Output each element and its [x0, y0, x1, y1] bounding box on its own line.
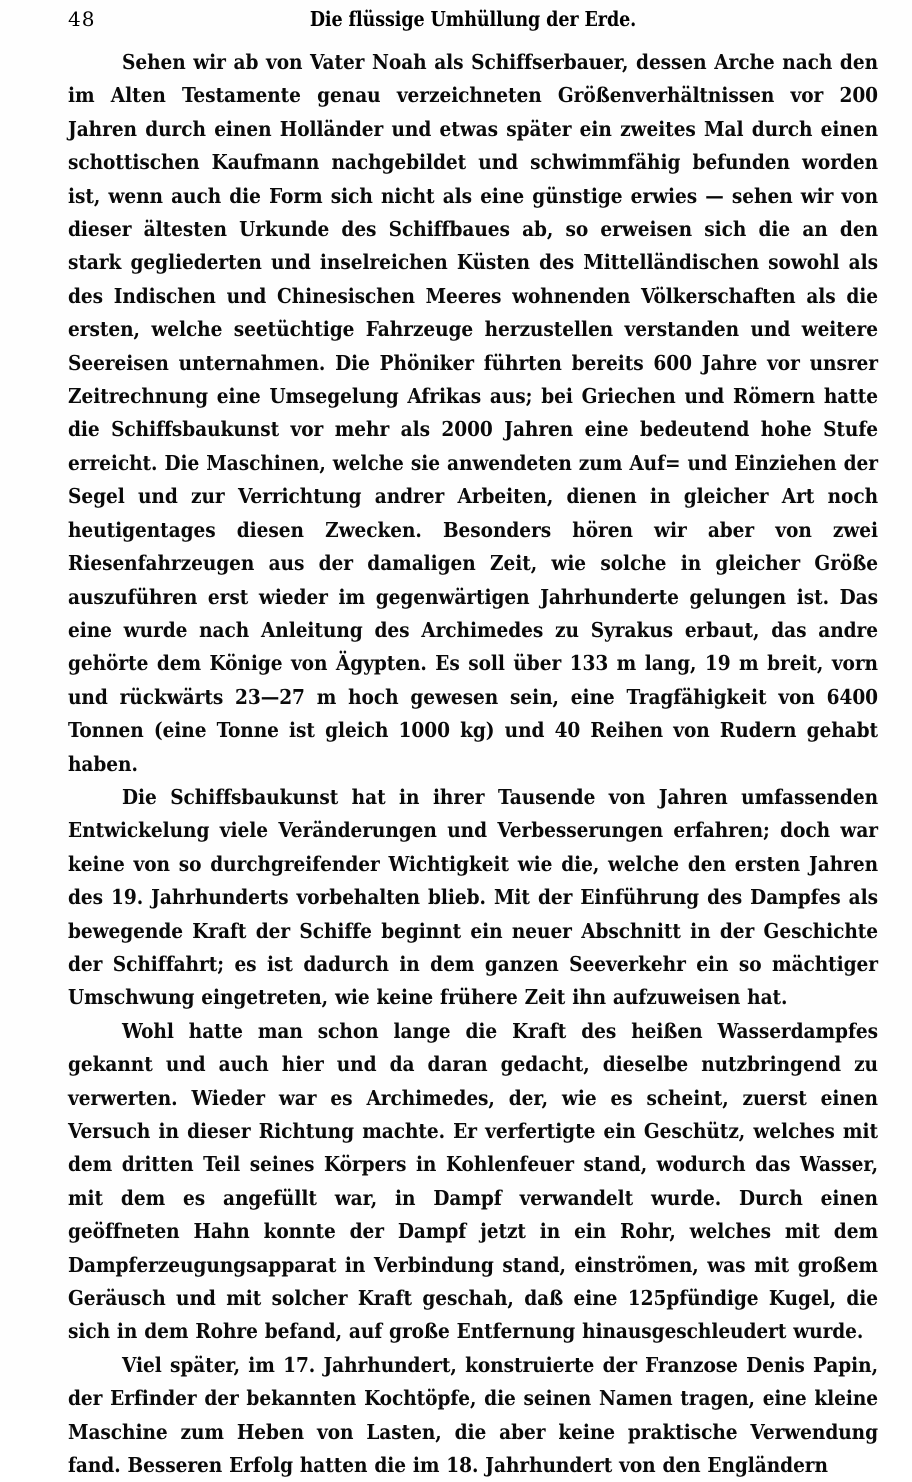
paragraph: Die Schiffsbaukunst hat in ihrer Tausende von Jahren umfassenden Entwickelung viele Veränderungen und Verbesserungen erfahren; doch war keine von so durchgreifender Wichtigkeit wie die, welche den ersten Jahren des 19. Jahrhunderts vorbehalten blieb. Mit der Einführung des Dampfes als bewegende Kraft der Schiffe beginnt ein neuer Abschnitt in der Geschichte der Schiffahrt; es ist dadurch in dem ganzen Seeverkehr ein so mächtiger Umschwung eingetreten, wie keine frühere Zeit ihn aufzuweisen hat. — [68, 784, 878, 1010]
page-number: 48 — [68, 7, 96, 31]
paragraph: Sehen wir ab von Vater Noah als Schiffserbauer, dessen Arche nach den im Alten Testamente genau verzeichneten Größenverhältnissen vor 200 Jahren durch einen Holländer und etwas später ein zweites Mal durch einen schottischen Kaufmann nachgebildet und schwimmfähig befunden worden ist, wenn auch die Form sich nicht als eine günstige erwies — sehen wir von dieser ältesten Urkunde des Schiffbaues ab, so erweisen sich die an den stark gegliederten und inselreichen Küsten des Mittelländischen sowohl als des Indischen und Chinesischen Meeres wohnenden Völkerschaften als die ersten, welche seetüchtige Fahrzeuge herzustellen verstanden und weitere Seereisen unternahmen. Die Phöniker führten bereits 600 Jahre vor unsrer Zeitrechnung eine Umsegelung Afrikas aus; bei Griechen und Römern hatte die Schiffsbaukunst vor mehr als 2000 Jahren eine bedeutend hohe Stufe erreicht. Die Maschinen, welche sie anwendeten zum Auf= und Einziehen der Segel und zur Verrichtung andrer Arbeiten, dienen in gleicher Art noch heutigentages diesen Zwecken. Besonders hören wir aber von zwei Riesenfahrzeugen aus der damaligen Zeit, wie solche in gleicher Größe auszuführen erst wieder im gegenwärtigen Jahrhunderte gelungen ist. Das eine wurde nach Anleitung des Archimedes zu Syrakus erbaut, das andre gehörte dem Könige von Ägypten. Es soll über 133 m lang, 19 m breit, vorn und rückwärts 23—27 m hoch gewesen sein, eine Tragfähigkeit von 6400 Tonnen (eine Tonne ist gleich 1000 kg) und 40 Reihen von Rudern gehabt haben. — [68, 50, 878, 776]
paragraph: Wohl hatte man schon lange die Kraft des heißen Wasserdampfes gekannt und auch hier und da daran gedacht, dieselbe nutzbringend zu verwerten. Wieder war es Archimedes, der, wie es scheint, zuerst einen Versuch in dieser Richtung machte. Er verfertigte ein Geschütz, welches mit dem dritten Teil seines Körpers in Kohlenfeuer stand, wodurch das Wasser, mit dem es angefüllt war, in Dampf verwandelt wurde. Durch einen geöffneten Hahn konnte der Dampf jetzt in ein Rohr, welches mit dem Dampferzeugungsapparat in Verbindung stand, einströmen, was mit großem Geräusch und mit solcher Kraft geschah, daß eine 125pfündige Kugel, die sich in dem Rohre befand, auf große Entfernung hinausgeschleudert wurde. — [68, 1018, 878, 1344]
running-head — [68, 6, 878, 36]
body-text-block — [68, 46, 878, 1482]
running-head-title: Die flüssige Umhüllung der Erde. — [309, 7, 637, 31]
paragraph: Viel später, im 17. Jahrhundert, konstruierte der Franzose Denis Papin, der Erfinder der bekannten Kochtöpfe, die seinen Namen tragen, eine kleine Maschine zum Heben von Lasten, die aber keine praktische Verwendung fand. Besseren Erfolg hatten die im 18. Jahrhundert von den Engländern — [68, 1352, 878, 1478]
